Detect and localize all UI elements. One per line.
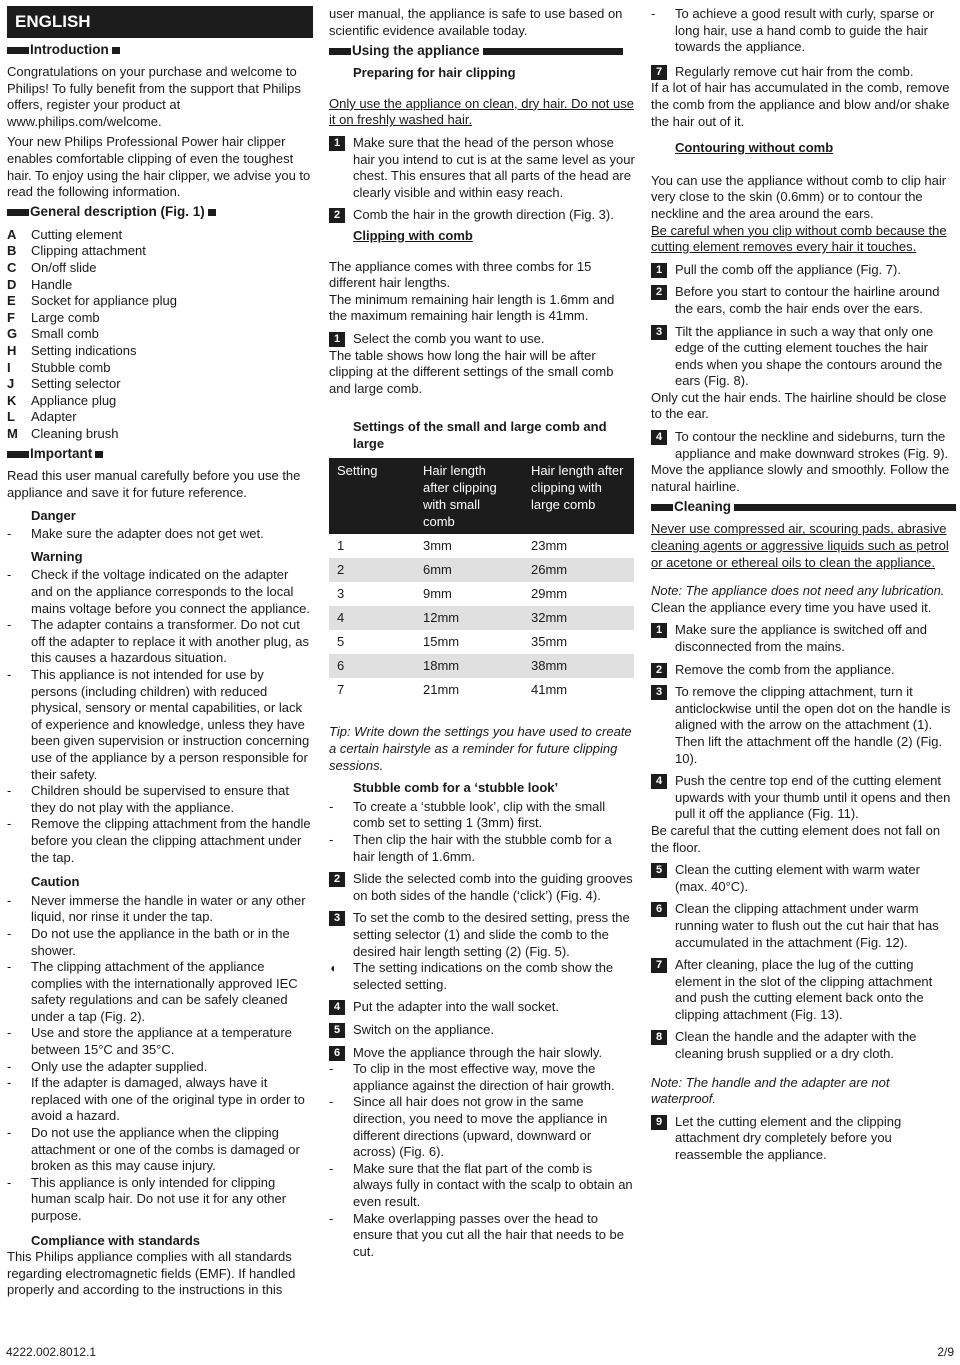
preparing-warning: Only use the appliance on clean, dry hair. Do not use it on freshly washed hair.	[329, 95, 634, 128]
warning-item: - Remove the clipping attachment from the handle before you clean the clipping attachment under the tap.	[7, 816, 311, 865]
part-item: D Handle	[7, 276, 73, 292]
clean-step: 2 Remove the comb from the appliance.	[651, 662, 956, 679]
comb-step: 3 To set the comb to the desired setting, press the setting selector (1) and slide the comb to the desired hair length setting (2) (Fig. 5).	[329, 910, 635, 960]
contour-step: 1 Pull the comb off the appliance (Fig. 7).	[651, 262, 956, 279]
part-item: I Stubble comb	[7, 359, 111, 375]
column-1	[7, 6, 313, 1303]
section-heading-important: Important	[7, 446, 313, 462]
table-row: 7 21mm 41mm	[337, 682, 568, 698]
comb-step: 4 Put the adapter into the wall socket.	[329, 999, 635, 1016]
preparing-heading: Preparing for hair clipping	[353, 65, 516, 81]
comb-step: 1 Select the comb you want to use.	[329, 331, 635, 348]
parts-list	[7, 227, 313, 443]
section-heading-introduction: Introduction	[7, 42, 313, 58]
clean-step: 4 Push the centre top end of the cutting element upwards with your thumb until it opens and then pull it off the appliance (Fig. 11).	[651, 773, 956, 823]
caution-item: - Use and store the appliance at a temperature between 15°C and 35°C.	[7, 1025, 292, 1058]
table-row: 4 12mm 32mm	[329, 606, 634, 630]
part-item: A Cutting element	[7, 226, 123, 242]
part-item: H Setting indications	[7, 342, 137, 358]
warning-item: - Check if the voltage indicated on the adapter and on the appliance corresponds to the local mains voltage before you connect the appliance.	[7, 567, 310, 616]
section-heading-using: Using the appliance	[329, 43, 635, 59]
language-heading: ENGLISH	[7, 6, 313, 38]
table-header-row: Setting Hair length after clipping with small comb Hair length after clipping with large comb	[329, 458, 634, 534]
caution-item: - Do not use the appliance in the bath or in the shower.	[7, 925, 290, 958]
caution-item: - If the adapter is damaged, always have it replaced with one of the original type in order to avoid a hazard.	[7, 1075, 305, 1124]
column-3	[651, 6, 956, 1168]
step6-item: - Since all hair does not grow in the same direction, you need to move the appliance in different directions (upward, downward or across) (Fig. 6).	[329, 1094, 608, 1160]
part-item: J Setting selector	[7, 376, 121, 392]
contouring-heading: Contouring without comb	[675, 140, 834, 156]
contour-paragraph: You can use the appliance without comb to clip hair very close to the skin (0.6mm) or to contour the neckline and the area around the ears.	[651, 172, 947, 221]
table-row: 3 9mm 29mm	[337, 586, 568, 602]
comb-step: 6 Move the appliance through the hair slowly.	[329, 1045, 635, 1062]
table-title: Settings of the small and large comb and large	[353, 419, 607, 451]
document-code: 4222.002.8012.1	[6, 1345, 97, 1360]
table-intro: The table shows how long the hair will be after clipping at the different settings of the small comb and large comb.	[329, 347, 614, 396]
cleaning-warning: Never use compressed air, scouring pads, abrasive cleaning agents or aggressive liquids such as petrol or acetone or ethereal oils to clean the appliance.	[651, 521, 949, 570]
prep-step: 1 Make sure that the head of the person whose hair you intend to cut is at the same level as your chest. This ensures that all parts of the head are clearly visible and within easy reach.	[329, 135, 635, 201]
step6-item: - To clip in the most effective way, move the appliance against the direction of hair growth.	[329, 1061, 615, 1093]
table-row: 1 3mm 23mm	[337, 538, 568, 554]
lubrication-note: Note: The appliance does not need any lubrication.	[651, 583, 945, 599]
warning-item: - The adapter contains a transformer. Do not cut off the adapter to replace it with another plug, as this causes a hazardous situation.	[7, 617, 309, 666]
warning-item: - Children should be supervised to ensure that they do not play with the appliance.	[7, 783, 289, 815]
clean-step: 9 Let the cutting element and the clipping attachment dry completely before you reassemble the appliance.	[651, 1114, 956, 1164]
table-row: 5 15mm 35mm	[337, 634, 568, 650]
contour-note-2: Move the appliance slowly and smoothly. Follow the natural hairline.	[651, 462, 950, 494]
clean-step: 6 Clean the clipping attachment under warm running water to flush out the cut hair that has accumulated in the attachment (Fig. 12).	[651, 901, 956, 951]
contour-warning: Be careful when you clip without comb because the cutting element removes every hair it touches.	[651, 222, 947, 255]
caution-item: - Never immerse the handle in water or any other liquid, nor rinse it under the tap.	[7, 892, 306, 925]
comb-step: 7 Regularly remove cut hair from the comb.	[651, 64, 956, 81]
warning-item: - This appliance is not intended for use by persons (including children) with reduced physical, sensory or mental capabilities, or lack of experience and knowledge, unless they have been given supervision or instruction concerning use of the appliance by a person responsible for their safety.	[7, 667, 310, 782]
stubble-item: - To create a ‘stubble look’, clip with the small comb set to setting 1 (3mm) first.	[329, 798, 606, 831]
step6-item: - Make overlapping passes over the head to ensure that you cut all the hair that needs to be cut.	[329, 1210, 625, 1259]
danger-item: - Make sure the adapter does not get wet.	[7, 526, 264, 542]
top-item: - To achieve a good result with curly, sparse or long hair, use a hand comb to guide the hair towards the appliance.	[651, 6, 935, 55]
part-item: G Small comb	[7, 326, 99, 342]
part-item: K Appliance plug	[7, 392, 117, 408]
part-item: C On/off slide	[7, 259, 97, 275]
intro-paragraph-2: Your new Philips Professional Power hair clipper enables comfortable clipping of even the toughest hair. To enjoy using the hair clipper, we advise you to read the following information.	[7, 134, 311, 200]
caution-item: - Only use the adapter supplied.	[7, 1058, 208, 1074]
column-2	[329, 6, 635, 1260]
stubble-heading: Stubble comb for a ‘stubble look’	[353, 780, 559, 796]
part-item: M Cleaning brush	[7, 425, 119, 441]
part-item: B Clipping attachment	[7, 243, 146, 259]
clipping-with-comb-heading: Clipping with comb	[353, 227, 473, 243]
section-heading-cleaning: Cleaning	[651, 499, 956, 515]
clean-step: 3 To remove the clipping attachment, turn it anticlockwise until the open dot on the handle is aligned with the arrow on the attachment (1). Then lift the attachment off the handle (2) (Fig. 10).	[651, 684, 956, 767]
continued-paragraph: user manual, the appliance is safe to use based on scientific evidence available today.	[329, 6, 623, 38]
prep-step: 2 Comb the hair in the growth direction (Fig. 3).	[329, 207, 635, 224]
important-paragraph: Read this user manual carefully before you use the appliance and save it for future reference.	[7, 468, 301, 501]
comb-step: 5 Switch on the appliance.	[329, 1022, 635, 1039]
part-item: E Socket for appliance plug	[7, 293, 177, 309]
settings-table	[329, 458, 634, 702]
comb-paragraph-2: The minimum remaining hair length is 1.6mm and the maximum remaining hair length is 41mm.	[329, 291, 615, 324]
clean-step: 7 After cleaning, place the lug of the cutting element in the slot of the clipping attachment and push the cutting element back onto the clipping attachment (Fig. 13).	[651, 957, 956, 1023]
intro-paragraph: Congratulations on your purchase and welcome to Philips! To fully benefit from the support that Philips offers, register your product at www.philips.com/welcome.	[7, 64, 301, 129]
danger-heading: Danger	[31, 507, 76, 523]
comb-step: 2 Slide the selected comb into the guiding grooves on both sides of the handle (‘click’) (Fig. 4).	[329, 871, 635, 904]
result-bullet: ◖ The setting indications on the comb show the selected setting.	[329, 960, 614, 992]
caution-heading: Caution	[31, 874, 80, 890]
warning-heading: Warning	[31, 548, 83, 564]
contour-note: Only cut the hair ends. The hairline should be close to the ear.	[651, 389, 947, 422]
cleaning-paragraph: Clean the appliance every time you have used it.	[651, 599, 932, 615]
caution-item: - This appliance is only intended for clipping human scalp hair. Do not use it for any other purpose.	[7, 1174, 287, 1223]
part-item: F Large comb	[7, 309, 100, 325]
compliance-heading: Compliance with standards	[31, 1232, 201, 1248]
caution-item: - Do not use the appliance when the clipping attachment or one of the combs is damaged or broken as this may cause injury.	[7, 1125, 300, 1174]
floor-note: Be careful that the cutting element does not fall on the floor.	[651, 822, 941, 855]
page-number: 2/9	[937, 1345, 954, 1360]
section-heading-general-description: General description (Fig. 1)	[7, 205, 313, 221]
step7-text: If a lot of hair has accumulated in the comb, remove the comb from the appliance and blow and/or shake the hair out of it.	[651, 80, 950, 129]
clean-step: 1 Make sure the appliance is switched off and disconnected from the mains.	[651, 622, 956, 655]
clean-step: 8 Clean the handle and the adapter with the cleaning brush supplied or a dry cloth.	[651, 1029, 956, 1062]
waterproof-note: Note: The handle and the adapter are not waterproof.	[651, 1074, 890, 1107]
caution-item: - The clipping attachment of the appliance complies with the internationally approved IEC safety regulations and can be safely cleaned under a tap (Fig. 2).	[7, 959, 298, 1024]
contour-step: 2 Before you start to contour the hairline around the ears, comb the hair ends over the ears.	[651, 284, 956, 317]
comb-paragraph-1: The appliance comes with three combs for 15 different hair lengths.	[329, 258, 592, 291]
compliance-paragraph: This Philips appliance complies with all standards regarding electromagnetic fields (EMF). If handled properly and according to the instructions in this	[7, 1249, 296, 1298]
part-item: L Adapter	[7, 409, 77, 425]
contour-step: 4 To contour the neckline and sideburns, turn the appliance and make downward strokes (Fig. 9).	[651, 429, 956, 462]
step6-item: - Make sure that the flat part of the comb is always fully in contact with the scalp to obtain an even result.	[329, 1160, 633, 1209]
table-row: 2 6mm 26mm	[329, 558, 634, 582]
table-row: 6 18mm 38mm	[329, 654, 634, 678]
stubble-item: - Then clip the hair with the stubble comb for a hair length of 1.6mm.	[329, 832, 612, 864]
tip-text: Tip: Write down the settings you have used to create a certain hairstyle as a reminder for future clipping sessions.	[329, 724, 632, 773]
clean-step: 5 Clean the cutting element with warm water (max. 40°C).	[651, 862, 956, 895]
contour-step: 3 Tilt the appliance in such a way that only one edge of the cutting element touches the hair ends when you shape the contours around the ears (Fig. 8).	[651, 324, 956, 390]
